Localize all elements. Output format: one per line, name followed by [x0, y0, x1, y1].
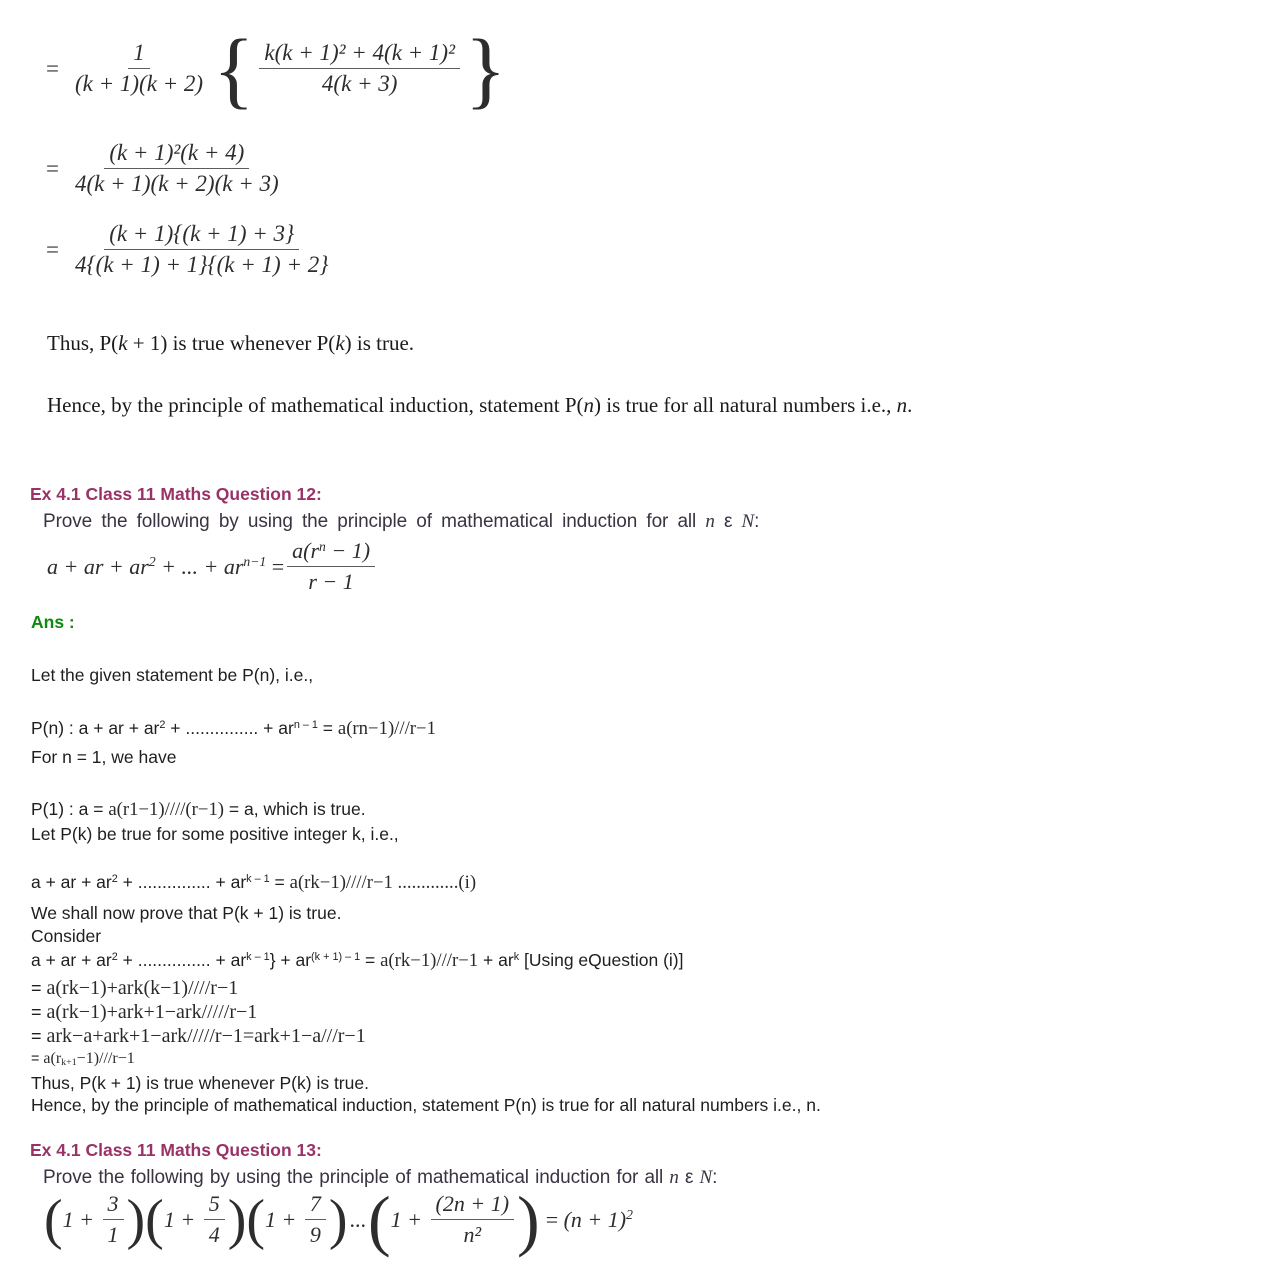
- product-term-2: [164, 1191, 228, 1248]
- term-prefix: 1 +: [390, 1206, 428, 1232]
- fraction-numerator: 7: [305, 1191, 326, 1220]
- consider-line: Consider: [31, 926, 102, 946]
- fraction: [70, 221, 333, 278]
- term-prefix: 1 +: [163, 1206, 201, 1232]
- q12-prove-statement: Prove the following by using the principle of mathematical induction for all n ε N:: [43, 511, 760, 532]
- fraction-denominator: 4(k + 1)(k + 2)(k + 3): [74, 171, 279, 196]
- we-shall-block: [31, 902, 341, 948]
- hence-statement: Hence, by the principle of mathematical induction, statement P(n) is true for all natural numbers i.e., n.: [47, 393, 913, 417]
- we-shall-line: We shall now prove that P(k + 1) is true.: [31, 903, 342, 923]
- fraction-numerator: 3: [103, 1191, 124, 1220]
- equals-sign: =: [46, 155, 59, 181]
- fraction-denominator: 4(k + 3): [321, 71, 398, 96]
- q12-heading: Ex 4.1 Class 11 Maths Question 12:: [30, 484, 322, 504]
- equation-line-2: [46, 140, 287, 197]
- thus-statement: Thus, P(k + 1) is true whenever P(k) is true.: [47, 331, 415, 355]
- hence-line: Hence, by the principle of mathematical induction, statement P(n) is true for all natural numbers i.e., n.: [31, 1095, 821, 1115]
- q12-equation-lhs: a + ar + $ar^2$ + ... + $ar^{n-1}$ =: [47, 553, 285, 579]
- fraction-denominator: n²: [463, 1222, 482, 1247]
- derivation-line-1: = a(rk−1)+ark(k−1)////r−1: [31, 977, 239, 999]
- pn-definition-block: [31, 714, 436, 771]
- equation-line-1: = $\frac{1}{(k + 1)(k + 2)}$ { $\frac{\text{k(k + 1)² + 4(k + 1)²}}{4(k + 3)}$ }: [46, 20, 507, 117]
- pn-line: P(n) : a + ar + $ar^2$ + ............... + $ar^{n - 1} = a(rn-1)///r-1$: [31, 718, 436, 739]
- fraction-numerator: $a(r^n - 1)$: [287, 538, 375, 567]
- let-statement-line: Let the given statement be P(n), i.e.,: [31, 665, 314, 685]
- fraction-numerator: 1: [128, 40, 150, 69]
- fraction-denominator: (k + 1)(k + 2): [74, 71, 204, 96]
- derivation-line-2: = a(rk−1)+ark+1−ark/////r−1: [31, 1001, 258, 1023]
- fraction: [70, 140, 284, 197]
- fraction: [287, 538, 375, 595]
- fraction-numerator: (2n + 1): [431, 1191, 515, 1220]
- derivation-line-4: = a(rk+1−1)///r−1: [31, 1050, 135, 1069]
- q13-equation: ( 1 + $\frac{3}{1}$ ) ( 1 + $\frac{5}{4}$ ) ( 1 + $\frac{7}{9}$ ) ... ( 1 + $\frac{(2n + 1)}{\text{n²}}$ ) = $(n + 1)^2$: [44, 1181, 633, 1258]
- term-prefix: 1 +: [62, 1206, 100, 1232]
- term-prefix: 1 +: [265, 1206, 302, 1232]
- answer-label: Ans :: [31, 612, 75, 632]
- q13-prove-statement: Prove the following by using the principle of mathematical induction for all n ε N:: [43, 1167, 718, 1188]
- consider-expansion-line: a + ar + $ar^2$ + ............... + $ar^{k - 1}\} + ar^{(k + 1) - 1} = a(rk-1)///r-1 + ar^k$ [Using eQuestion (i)]: [31, 950, 684, 971]
- fraction-denominator: 9: [309, 1222, 321, 1247]
- q12-equation: [47, 538, 378, 595]
- p1-line: P(1) : a = a(r1−1)////(r−1) = a, which is true.: [31, 799, 366, 820]
- derivation-block: [31, 976, 821, 1116]
- p1-block: [31, 797, 399, 847]
- induction-hypothesis-line: a + ar + $ar^2$ + ............... + $ar^{k - 1} = a(rk-1)////r-1$ .............(i): [31, 872, 477, 893]
- fraction-numerator: k(k + 1)² + 4(k + 1)²: [259, 40, 460, 69]
- q13-equation-rhs: = $(n + 1)^2$: [545, 1206, 633, 1232]
- ellipsis: ...: [349, 1206, 367, 1232]
- fraction-numerator: (k + 1){(k + 1) + 3}: [104, 221, 299, 250]
- product-term-n: [391, 1191, 517, 1248]
- let-pk-line: Let P(k) be true for some positive integer k, i.e.,: [31, 824, 399, 844]
- equals-sign: =: [46, 236, 59, 262]
- fraction-denominator: 4: [208, 1222, 220, 1247]
- q13-heading: Ex 4.1 Class 11 Maths Question 13:: [30, 1140, 322, 1160]
- fraction-denominator: 1: [107, 1222, 119, 1247]
- thus-line: Thus, P(k + 1) is true whenever P(k) is true.: [31, 1073, 369, 1093]
- equals-sign: =: [46, 55, 59, 81]
- product-term-3: [265, 1191, 329, 1248]
- fraction-denominator: 4{(k + 1) + 1}{(k + 1) + 2}: [74, 252, 329, 277]
- derivation-line-3: = ark−a+ark+1−ark/////r−1=ark+1−a///r−1: [31, 1025, 366, 1047]
- fraction-numerator: 5: [204, 1191, 225, 1220]
- fraction-numerator: (k + 1)²(k + 4): [104, 140, 249, 169]
- fraction-denominator: r − 1: [308, 569, 354, 594]
- for-n1-line: For n = 1, we have: [31, 747, 177, 767]
- fraction: [259, 40, 460, 97]
- product-term-1: [63, 1191, 127, 1248]
- equation-line-3: [46, 221, 336, 278]
- fraction: [70, 40, 208, 97]
